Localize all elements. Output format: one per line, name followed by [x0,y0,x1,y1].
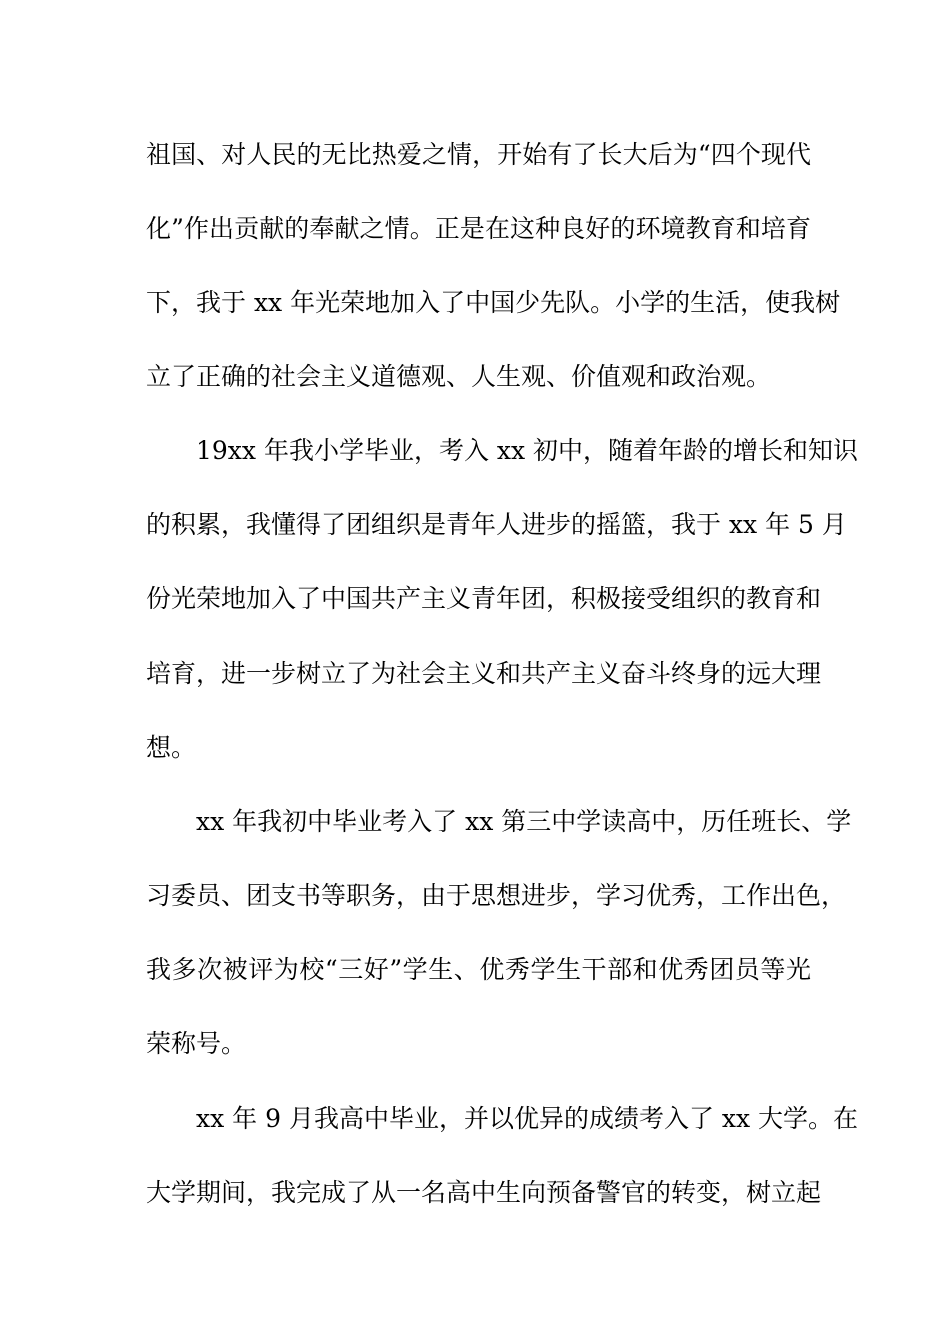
paragraph-first-line: 19xx 年我小学毕业，考入 xx 初中，随着年龄的增长和知识 [196,436,859,465]
paragraph-first-line: xx 年 9 月我高中毕业，并以优异的成绩考入了 xx 大学。在 [196,1104,859,1133]
text-line: 荣称号。 [146,1029,247,1058]
text-line: 大学期间，我完成了从一名高中生向预备警官的转变，树立起 [146,1178,822,1207]
text-line: 的积累，我懂得了团组织是青年人进步的摇篮，我于 xx 年 5 月 [146,510,847,539]
text-line: 份光荣地加入了中国共产主义青年团，积极接受组织的教育和 [146,584,822,613]
text-line: 想。 [146,733,197,762]
text-line: 下，我于 xx 年光荣地加入了中国少先队。小学的生活，使我树 [146,288,841,317]
text-line: 祖国、对人民的无比热爱之情，开始有了长大后为“四个现代 [146,140,811,169]
text-line: 习委员、团支书等职务，由于思想进步，学习优秀，工作出色， [146,881,847,910]
text-line: 我多次被评为校“三好”学生、优秀学生干部和优秀团员等光 [146,955,811,984]
text-line: 立了正确的社会主义道德观、人生观、价值观和政治观。 [146,362,772,391]
text-line: 培育，进一步树立了为社会主义和共产主义奋斗终身的远大理 [146,659,822,688]
text-line: 化”作出贡献的奉献之情。正是在这种良好的环境教育和培育 [146,214,811,243]
paragraph-first-line: xx 年我初中毕业考入了 xx 第三中学读高中，历任班长、学 [196,807,852,836]
